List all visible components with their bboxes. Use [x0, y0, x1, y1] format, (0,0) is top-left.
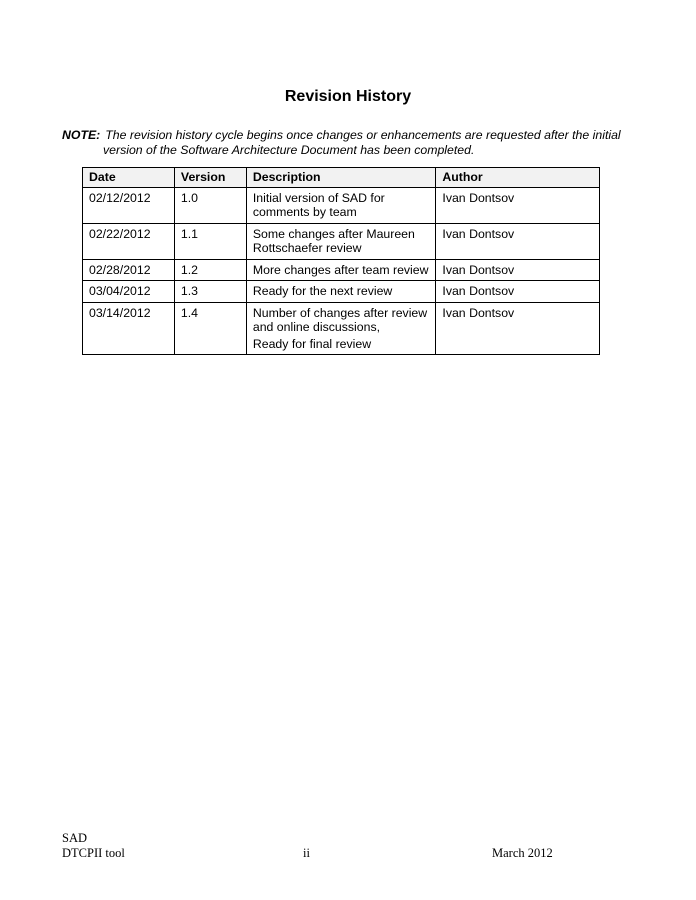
cell-description-extra: Ready for final review [252, 336, 372, 351]
cell-date: 03/04/2012 [83, 281, 175, 303]
cell-author: Ivan Dontsov [436, 281, 600, 303]
footer-date: March 2012 [492, 846, 553, 860]
cell-author: Ivan Dontsov [436, 302, 600, 355]
table-header-row [83, 168, 600, 188]
note-text-line2: version of the Software Architecture Document has been completed. [103, 143, 475, 157]
table-row [83, 223, 600, 259]
table-row [83, 187, 600, 223]
table-row [83, 259, 600, 281]
cell-description: More changes after team review [246, 259, 436, 281]
revision-history-table [82, 167, 600, 355]
cell-version: 1.4 [174, 302, 246, 355]
note-label: NOTE: [62, 128, 101, 142]
cell-author: Ivan Dontsov [436, 259, 600, 281]
cell-description: Ready for the next review [246, 281, 436, 303]
cell-date: 02/12/2012 [83, 187, 175, 223]
cell-date: 02/28/2012 [83, 259, 175, 281]
column-header-date: Date [83, 168, 175, 188]
table-row [83, 302, 600, 355]
cell-date: 03/14/2012 [83, 302, 175, 355]
cell-version: 1.0 [174, 187, 246, 223]
cell-date: 02/22/2012 [83, 223, 175, 259]
cell-description-text: Number of changes after review and online discussions, [252, 305, 428, 334]
cell-version: 1.2 [174, 259, 246, 281]
cell-description: Initial version of SAD for comments by team [246, 187, 436, 223]
footer-doc-short: SAD [62, 831, 88, 845]
page-title: Revision History [284, 88, 412, 105]
cell-version: 1.1 [174, 223, 246, 259]
column-header-description: Description [246, 168, 436, 188]
cell-author: Ivan Dontsov [436, 187, 600, 223]
revision-note [62, 128, 642, 158]
column-header-version: Version [174, 168, 246, 188]
footer-project: DTCPII tool [62, 846, 125, 860]
table-row [83, 281, 600, 303]
cell-description: Some changes after Maureen Rottschaefer review [246, 223, 436, 259]
cell-version: 1.3 [174, 281, 246, 303]
footer-left [62, 831, 125, 861]
footer-page-number: ii [303, 846, 310, 860]
note-text-line1: The revision history cycle begins once changes or enhancements are requested after the initial [105, 128, 621, 142]
column-header-author: Author [436, 168, 600, 188]
cell-description [246, 302, 436, 355]
cell-author: Ivan Dontsov [436, 223, 600, 259]
